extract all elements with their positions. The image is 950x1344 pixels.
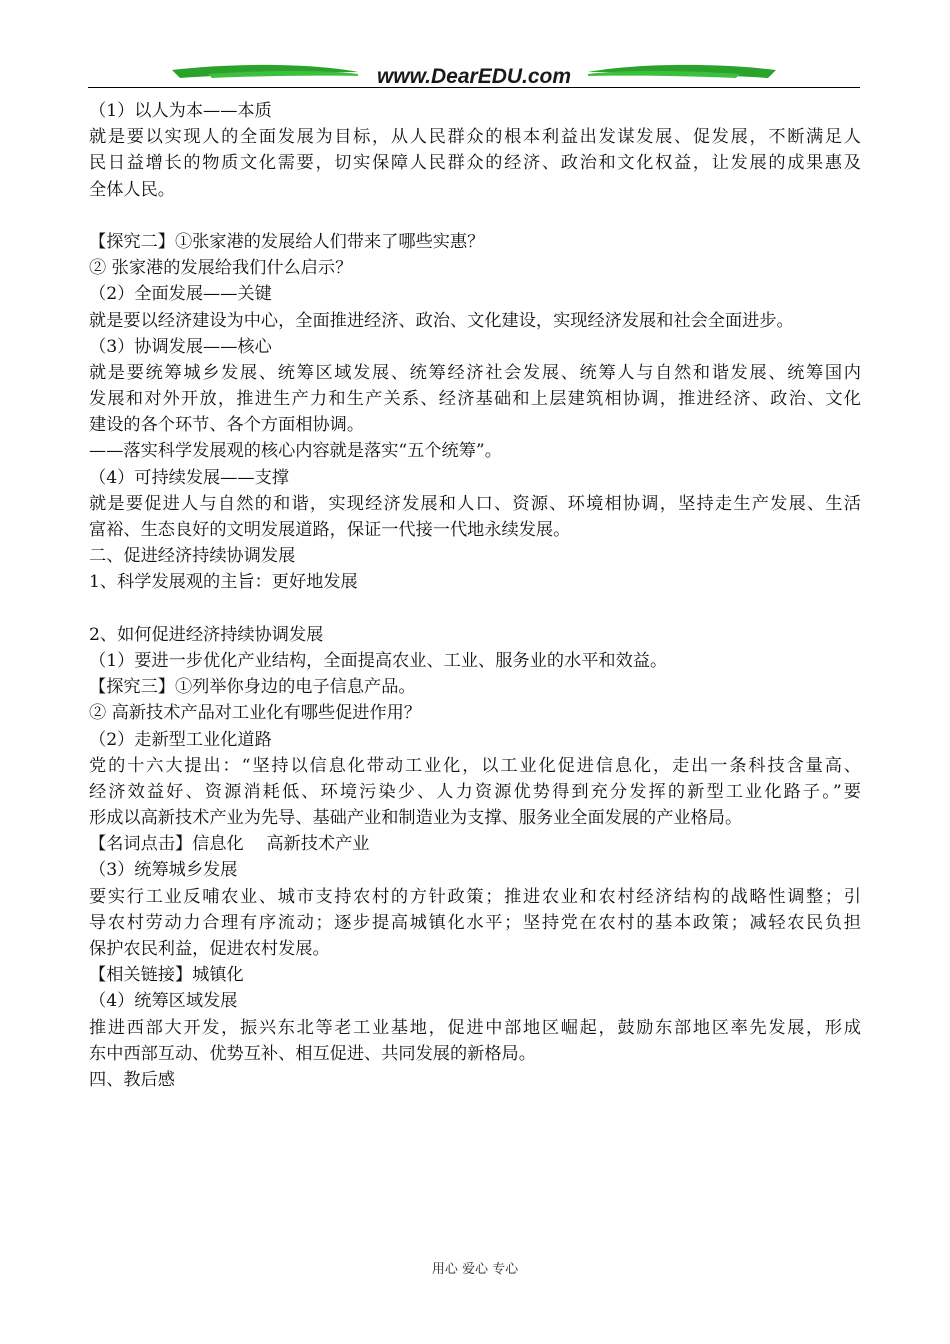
text-line: 党的十六大提出：“坚持以信息化带动工业化，以工业化促进信息化，走出一条科技含量高、 [89,755,861,776]
text-line: （4）可持续发展——支撑 [89,467,289,488]
text-line: （1）要进一步优化产业结构，全面提高农业、工业、服务业的水平和效益。 [89,650,668,671]
text-line: 【名词点击】信息化 高新技术产业 [89,834,370,855]
text-line: （3）协调发展——核心 [89,336,272,357]
text-line: 二、促进经济持续协调发展 [89,546,296,567]
text-line: ② 高新技术产品对工业化有哪些促进作用？ [89,703,422,724]
text-line: 【探究三】①列举你身边的电子信息产品。 [89,677,416,698]
text-line: （2）走新型工业化道路 [89,729,272,750]
text-line: 经济效益好、资源消耗低、环境污染少、人力资源优势得到充分发挥的新型工业化路子。”要 [89,781,861,802]
blank-line [89,203,861,229]
text-line: ② 张家港的发展给我们什么启示？ [89,258,353,279]
text-line: 保护农民利益，促进农村发展。 [89,939,330,959]
text-line: 2、如何促进经济持续协调发展 [89,624,324,645]
text-line: 要实行工业反哺农业、城市支持农村的方针政策；推进农业和农村经济结构的战略性调整；引 [89,886,861,907]
text-line: 【相关链接】城镇化 [89,965,244,986]
header-logo-banner [88,60,860,90]
text-line: （1）以人为本——本质 [89,101,272,121]
text-line: 东中西部互动、优势互补、相互促进、共同发展的新格局。 [89,1043,536,1064]
text-line: 就是要以实现人的全面发展为目标，从人民群众的根本利益出发谋发展、促发展，不断满足人 [89,127,861,148]
text-line: 1、科学发展观的主旨：更好地发展 [89,572,358,593]
text-line: 就是要促进人与自然的和谐，实现经济发展和人口、资源、环境相协调，坚持走生产发展、生活 [89,493,861,514]
text-line: 发展和对外开放，推进生产力和生产关系、经济基础和上层建筑相协调，推进经济、政治、文化 [89,389,861,410]
text-line: 就是要统筹城乡发展、统筹区域发展、统筹经济社会发展、统筹人与自然和谐发展、统筹国内 [89,362,861,383]
text-line: 就是要以经济建设为中心，全面推进经济、政治、文化建设，实现经济发展和社会全面进步。 [89,310,794,331]
text-line: （4）统筹区域发展 [89,991,238,1012]
text-line: 富裕、生态良好的文明发展道路，保证一代接一代地永续发展。 [89,520,571,540]
text-line: 推进西部大开发，振兴东北等老工业基地，促进中部地区崛起，鼓励东部地区率先发展，形成 [89,1017,861,1038]
text-line: 四、教后感 [89,1069,175,1090]
text-line: （3）统筹城乡发展 [89,860,238,881]
text-line: 建设的各个环节、各个方面相协调。 [89,415,365,436]
page-footer: 用心 爱心 专心 [431,1262,519,1277]
text-line: ——落实科学发展观的核心内容就是落实“五个统筹”。 [89,441,502,462]
header-site-text: www.DearEDU.com [376,65,572,88]
blank-line [89,596,861,622]
text-line: 导农村劳动力合理有序流动；逐步提高城镇化水平；坚持党在农村的基本政策；减轻农民负担 [89,912,861,933]
header-rule [88,87,860,88]
document-body [89,98,861,1093]
text-line: 形成以高新技术产业为先导、基础产业和制造业为支撑、服务业全面发展的产业格局。 [89,808,743,829]
text-line: 民日益增长的物质文化需要，切实保障人民群众的经济、政治和文化权益，让发展的成果惠及 [89,153,861,174]
page-header [88,60,860,90]
text-line: 全体人民。 [89,179,175,200]
text-line: （2）全面发展——关键 [89,284,272,305]
text-line: 【探究二】①张家港的发展给人们带来了哪些实惠？ [89,231,485,252]
